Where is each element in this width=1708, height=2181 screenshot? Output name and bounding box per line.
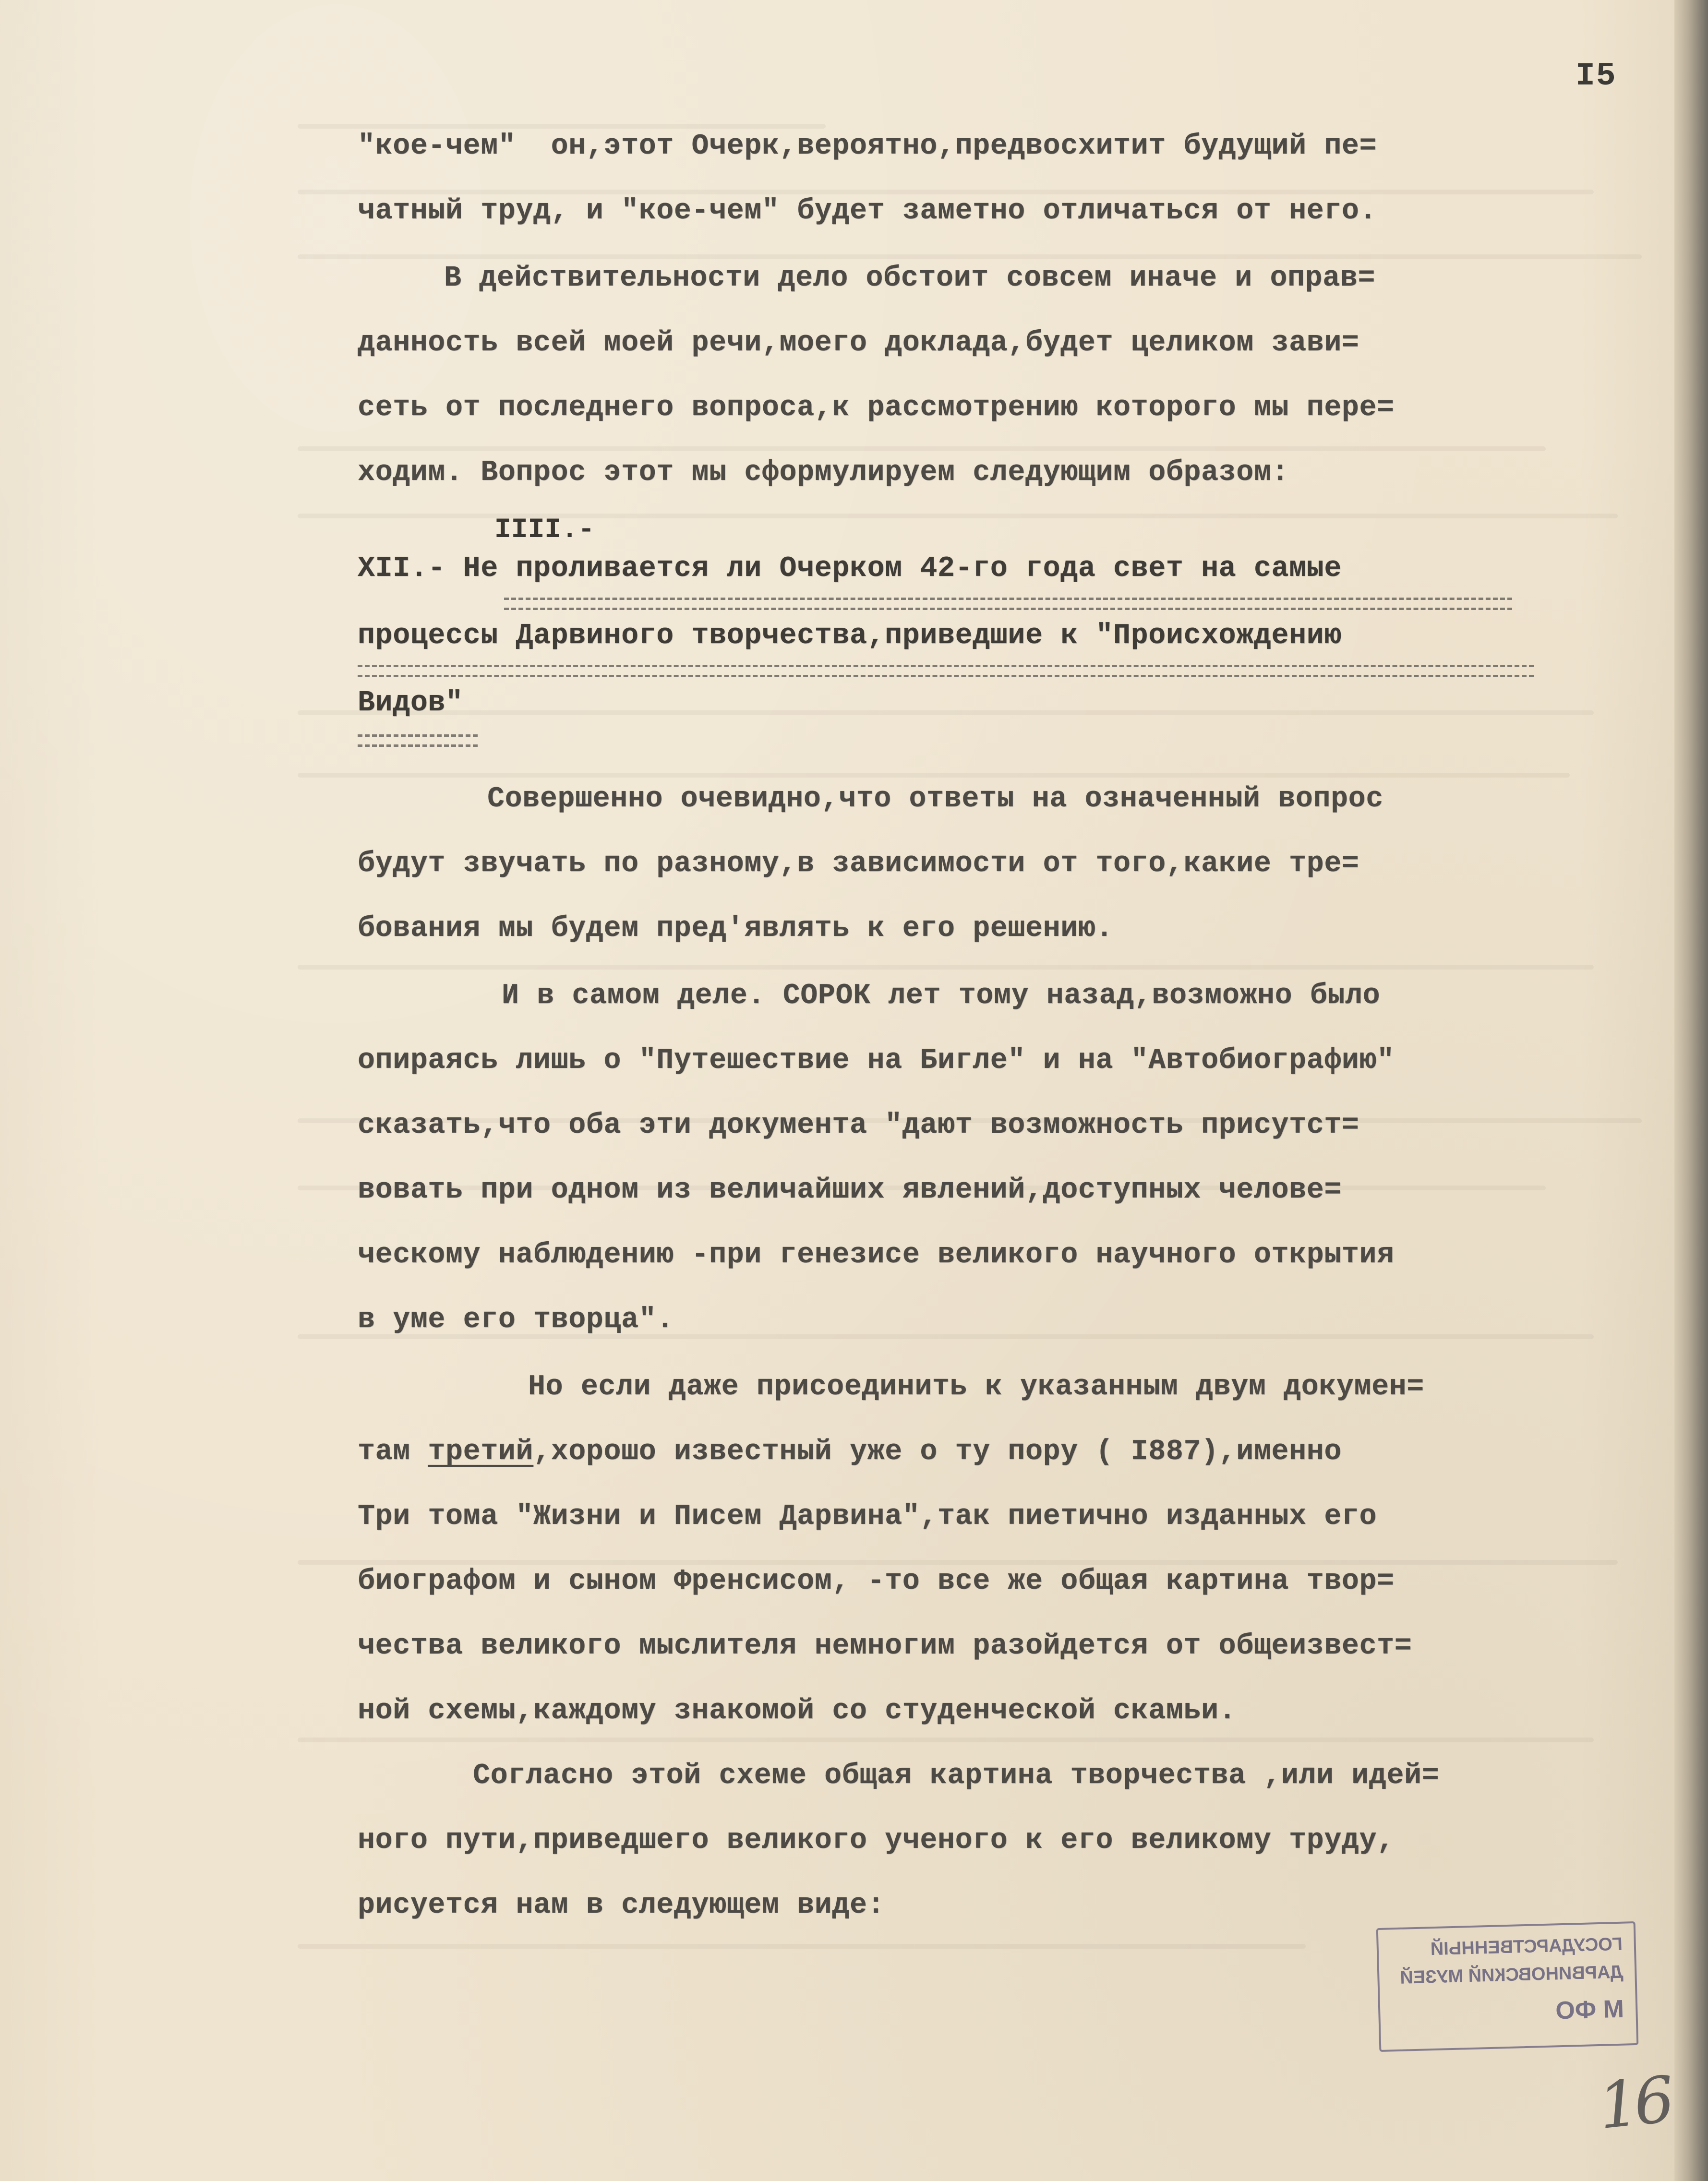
text-line: Согласно этой схеме общая картина творчества ,или идей=	[473, 1760, 1440, 1792]
section-heading-line-2: процессы Дарвиного творчества,приведшие к "Происхождению	[358, 620, 1342, 652]
heading-double-underline	[504, 598, 1512, 610]
text-line: в уме его творца".	[358, 1304, 674, 1336]
underlined-word: третий	[428, 1436, 534, 1468]
text-line: будут звучать по разному,в зависимости от того,какие тре=	[358, 848, 1359, 880]
text-line: Три тома "Жизни и Писем Дарвина",так пиетично изданных его	[358, 1500, 1377, 1533]
stamp-line: ГОСУДАРСТВЕННЫЙ	[1430, 1934, 1623, 1960]
text-line: опираясь лишь о "Путешествие на Бигле" и на "Автобиографию"	[358, 1044, 1395, 1077]
text-line: ного пути,приведшего великого ученого к его великому труду,	[358, 1824, 1395, 1857]
heading-number-correction: ІІІІ.-	[494, 515, 595, 546]
section-heading-line-1: XII.- Не проливается ли Очерком 42-го года свет на самые	[358, 552, 1342, 585]
heading-double-underline	[358, 734, 478, 747]
text-line: данность всей моей речи,моего доклада,будет целиком зави=	[358, 327, 1359, 360]
text-line: вовать при одном из величайших явлений,доступных челове=	[358, 1174, 1342, 1207]
stamp-line: М ФО	[1555, 1995, 1625, 2025]
text-line: В действительности дело обстоит совсем иначе и оправ=	[444, 262, 1376, 295]
text-fragment: ,хорошо известный уже о ту пору ( I887),именно	[533, 1436, 1342, 1468]
text-line: сказать,что оба эти документа "дают возможность присутст=	[358, 1109, 1359, 1142]
text-line	[358, 1435, 1342, 1469]
folder-edge	[1674, 0, 1708, 2181]
handwritten-page-number: 16	[1595, 2062, 1673, 2144]
text-line: чества великого мыслителя немногим разойдется от общеизвест=	[358, 1630, 1412, 1663]
text-line: ческому наблюдению -при генезисе великого научного открытия	[358, 1239, 1395, 1271]
heading-double-underline	[358, 665, 1534, 677]
section-heading-line-3: Видов"	[358, 687, 463, 719]
archive-stamp	[1376, 1921, 1639, 2052]
text-line: бования мы будем пред'являть к его решению.	[358, 912, 1114, 945]
text-line: Совершенно очевидно,что ответы на означенный вопрос	[487, 783, 1383, 815]
text-line: "кое-чем" он,этот Очерк,вероятно,предвосхитит будущий пе=	[358, 130, 1377, 163]
text-line: чатный труд, и "кое-чем" будет заметно отличаться от него.	[358, 195, 1377, 228]
text-line: ной схемы,каждому знакомой со студенческой скамьи.	[358, 1695, 1237, 1727]
page-number: I5	[1576, 58, 1617, 95]
text-line: Но если даже присоединить к указанным двум докумен=	[528, 1371, 1424, 1403]
text-line: биографом и сыном Френсисом, -то все же общая картина твор=	[358, 1565, 1395, 1598]
text-line: ходим. Вопрос этот мы сформулируем следующим образом:	[358, 456, 1289, 489]
text-line: сеть от последнего вопроса,к рассмотрению которого мы пере=	[358, 392, 1395, 424]
text-fragment: там	[358, 1436, 428, 1468]
text-line: И в самом деле. СОРОК лет тому назад,возможно было	[502, 980, 1381, 1012]
stamp-line: ДАРВИНОВСКИЙ МУЗЕЙ	[1399, 1962, 1624, 1988]
text-line: рисуется нам в следующем виде:	[358, 1889, 885, 1922]
